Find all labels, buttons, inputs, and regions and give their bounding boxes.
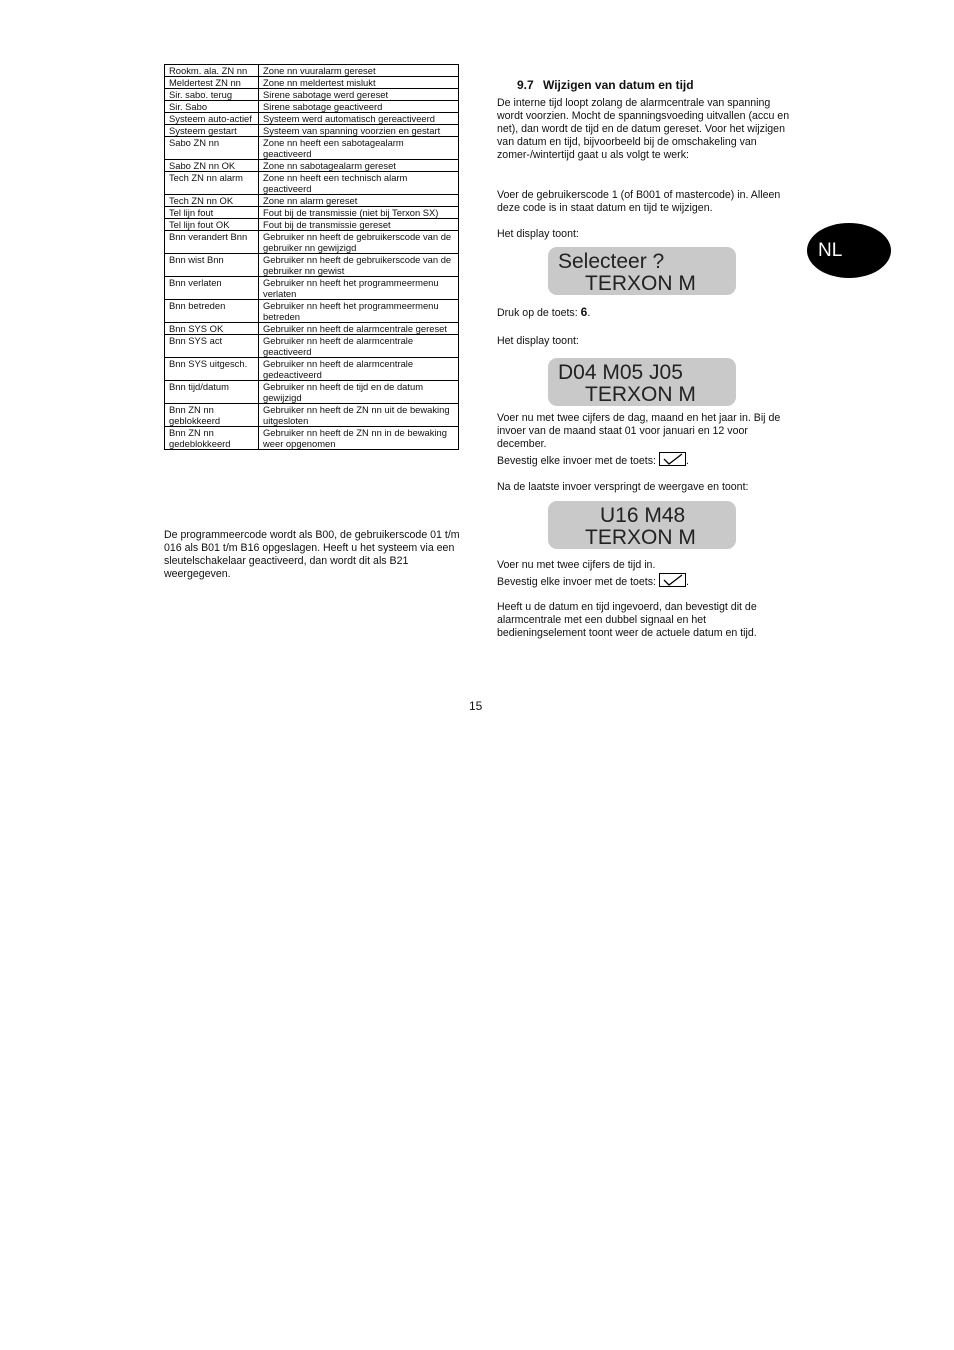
table-row xyxy=(165,137,459,160)
lcd-line-2: TERXON M xyxy=(585,383,696,406)
table-row xyxy=(165,358,459,381)
table-row xyxy=(165,113,459,125)
table-row xyxy=(165,427,459,450)
table-row xyxy=(165,207,459,219)
event-description-cell: Gebruiker nn heeft de alarmcentrale gedeactiveerd xyxy=(259,358,459,381)
table-row xyxy=(165,404,459,427)
event-description-cell: Sirene sabotage geactiveerd xyxy=(259,101,459,113)
lcd-display-date xyxy=(548,358,736,406)
key-6-label: 6 xyxy=(580,305,588,319)
event-description-cell: Gebruiker nn heeft de ZN nn in de bewaking weer opgenomen xyxy=(259,427,459,450)
event-description-cell: Zone nn heeft een sabotagealarm geactiveerd xyxy=(259,137,459,160)
event-description-cell: Zone nn alarm gereset xyxy=(259,195,459,207)
event-description-cell: Systeem werd automatisch gereactiveerd xyxy=(259,113,459,125)
event-code-cell: Bnn verlaten xyxy=(165,277,259,300)
table-row xyxy=(165,125,459,137)
table-row xyxy=(165,195,459,207)
event-code-cell: Sabo ZN nn OK xyxy=(165,160,259,172)
lcd-display-select xyxy=(548,247,736,295)
checkmark-key-icon xyxy=(659,573,686,587)
event-code-cell: Tel lijn fout OK xyxy=(165,219,259,231)
event-description-cell: Gebruiker nn heeft de gebruikerscode van de gebruiker nn gewist xyxy=(259,254,459,277)
table-row xyxy=(165,172,459,195)
event-code-cell: Bnn ZN nn gedeblokkeerd xyxy=(165,427,259,450)
intro-paragraph: De interne tijd loopt zolang de alarmcentrale van spanning wordt voorzien. Mocht de spanningsvoeding uitvallen (accu en net), dan wordt de tijd en de datum gereset. Voor het wijzigen van datum en tijd, bijvoorbeeld bij de omschakeling van zomer-/wintertijd gaat u als volgt te werk: xyxy=(497,97,790,161)
table-row xyxy=(165,254,459,277)
language-tab xyxy=(807,223,891,278)
event-description-cell: Fout bij de transmissie gereset xyxy=(259,219,459,231)
event-code-cell: Tech ZN nn alarm xyxy=(165,172,259,195)
event-log-table xyxy=(164,64,459,450)
lcd-line-2: TERXON M xyxy=(585,526,696,549)
event-description-cell: Zone nn sabotagealarm gereset xyxy=(259,160,459,172)
lcd-line-1: U16 M48 xyxy=(600,504,686,527)
event-description-cell: Gebruiker nn heeft de ZN nn uit de bewaking uitgesloten xyxy=(259,404,459,427)
lcd-display-time xyxy=(548,501,736,549)
event-description-cell: Zone nn meldertest mislukt xyxy=(259,77,459,89)
event-description-cell: Fout bij de transmissie (niet bij Terxon SX) xyxy=(259,207,459,219)
table-row xyxy=(165,381,459,404)
confirm-instruction-2 xyxy=(497,573,793,589)
event-code-cell: Bnn ZN nn geblokkeerd xyxy=(165,404,259,427)
event-description-cell: Zone nn vuuralarm gereset xyxy=(259,65,459,77)
table-row xyxy=(165,65,459,77)
section-title: Wijzigen van datum en tijd xyxy=(543,78,694,92)
event-code-cell: Bnn SYS uitgesch. xyxy=(165,358,259,381)
event-description-cell: Gebruiker nn heeft de alarmcentrale gereset xyxy=(259,323,459,335)
after-last-entry-paragraph: Na de laatste invoer verspringt de weergave en toont: xyxy=(497,481,749,493)
page-number: 15 xyxy=(469,699,483,713)
confirm-suffix: . xyxy=(685,455,689,467)
code-paragraph: Voer de gebruikerscode 1 (of B001 of mastercode) in. Alleen deze code is in staat datum en tijd te wijzigen. xyxy=(497,189,781,214)
event-code-cell: Systeem auto-actief xyxy=(165,113,259,125)
event-description-cell: Sirene sabotage werd gereset xyxy=(259,89,459,101)
section-heading xyxy=(517,78,694,92)
event-description-cell: Gebruiker nn heeft het programmeermenu betreden xyxy=(259,300,459,323)
event-code-cell: Systeem gestart xyxy=(165,125,259,137)
table-row xyxy=(165,101,459,113)
confirm-instruction-1 xyxy=(497,452,793,468)
date-entry-paragraph: Voer nu met twee cijfers de dag, maand en het jaar in. Bij de invoer van de maand staat 01 voor januari en 12 voor december. xyxy=(497,412,781,450)
lcd-line-1: Selecteer ? xyxy=(558,250,665,273)
confirm-suffix: . xyxy=(685,576,689,588)
event-code-cell: Tel lijn fout xyxy=(165,207,259,219)
language-tab-label: NL xyxy=(818,240,843,261)
event-code-cell: Bnn SYS act xyxy=(165,335,259,358)
event-code-cell: Bnn tijd/datum xyxy=(165,381,259,404)
checkmark-key-icon xyxy=(659,452,686,466)
event-description-cell: Systeem van spanning voorzien en gestart xyxy=(259,125,459,137)
press-key-suffix: . xyxy=(587,307,591,319)
table-row xyxy=(165,219,459,231)
event-code-cell: Bnn betreden xyxy=(165,300,259,323)
event-code-cell: Sabo ZN nn xyxy=(165,137,259,160)
table-row xyxy=(165,77,459,89)
table-row xyxy=(165,160,459,172)
event-code-cell: Bnn wist Bnn xyxy=(165,254,259,277)
press-key-instruction xyxy=(497,306,793,320)
event-description-cell: Zone nn heeft een technisch alarm geactiveerd xyxy=(259,172,459,195)
event-description-cell: Gebruiker nn heeft de gebruikerscode van de gebruiker nn gewijzigd xyxy=(259,231,459,254)
event-description-cell: Gebruiker nn heeft de alarmcentrale geactiveerd xyxy=(259,335,459,358)
table-row xyxy=(165,89,459,101)
table-row xyxy=(165,277,459,300)
table-row xyxy=(165,231,459,254)
event-code-cell: Rookm. ala. ZN nn xyxy=(165,65,259,77)
press-key-prefix: Druk op de toets: xyxy=(497,307,581,319)
display-label-1: Het display toont: xyxy=(497,228,579,240)
event-code-cell: Sir. Sabo xyxy=(165,101,259,113)
event-description-cell: Gebruiker nn heeft het programmeermenu verlaten xyxy=(259,277,459,300)
lcd-line-2: TERXON M xyxy=(585,272,696,295)
table-row xyxy=(165,335,459,358)
table-row xyxy=(165,323,459,335)
final-paragraph: Heeft u de datum en tijd ingevoerd, dan bevestigt dit de alarmcentrale met een dubbel signaal en het bedieningselement toont weer de actuele datum en tijd. xyxy=(497,601,757,639)
event-log-table-body xyxy=(165,65,459,450)
user-code-note: De programmeercode wordt als B00, de gebruikerscode 01 t/m 016 als B01 t/m B16 opgeslagen. Heeft u het systeem via een sleutelschakelaar geactiveerd, dan wordt dit als B21 weergegeven. xyxy=(164,529,460,580)
lcd-line-1: D04 M05 J05 xyxy=(558,361,683,384)
event-code-cell: Bnn SYS OK xyxy=(165,323,259,335)
event-code-cell: Sir. sabo. terug xyxy=(165,89,259,101)
display-label-2: Het display toont: xyxy=(497,335,579,347)
table-row xyxy=(165,300,459,323)
event-code-cell: Bnn verandert Bnn xyxy=(165,231,259,254)
time-entry-paragraph: Voer nu met twee cijfers de tijd in. xyxy=(497,559,656,571)
confirm-prefix: Bevestig elke invoer met de toets: xyxy=(497,455,659,467)
event-description-cell: Gebruiker nn heeft de tijd en de datum gewijzigd xyxy=(259,381,459,404)
event-code-cell: Tech ZN nn OK xyxy=(165,195,259,207)
event-code-cell: Meldertest ZN nn xyxy=(165,77,259,89)
section-number: 9.7 xyxy=(517,78,534,92)
confirm-prefix: Bevestig elke invoer met de toets: xyxy=(497,576,659,588)
